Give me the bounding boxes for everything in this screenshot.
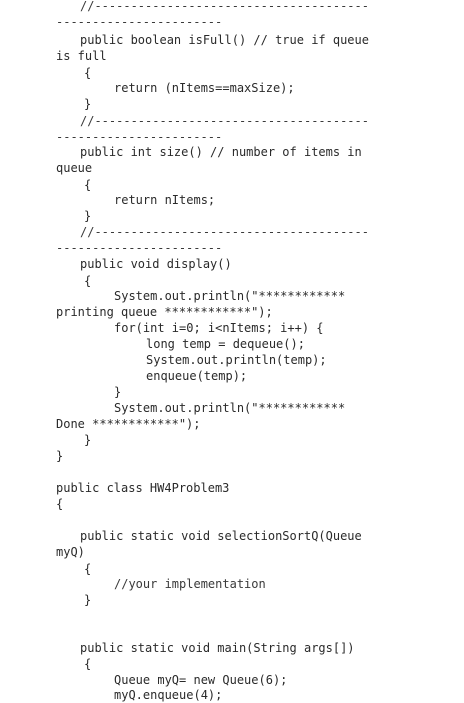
selectionsort-signature: public static void selectionSortQ(Queue xyxy=(80,529,362,543)
selectionsort-open-brace: { xyxy=(84,562,92,576)
queue-class-close-brace: } xyxy=(56,449,64,463)
main-signature: public static void main(String args[]) xyxy=(80,641,355,655)
selectionsort-close-brace: } xyxy=(84,593,92,607)
implementation-comment: //your implementation xyxy=(114,577,266,591)
size-signature-wrap: queue xyxy=(56,161,93,175)
size-close-brace: } xyxy=(84,209,92,223)
display-print-temp: System.out.println(temp); xyxy=(146,353,327,367)
separator-comment: //-------------------------------------- xyxy=(80,114,369,128)
isfull-open-brace: { xyxy=(84,66,92,80)
isfull-signature-wrap: is full xyxy=(56,49,107,63)
size-return: return nItems; xyxy=(114,193,216,207)
display-signature: public void display() xyxy=(80,257,232,271)
main-open-brace: { xyxy=(84,657,92,671)
display-open-brace: { xyxy=(84,274,92,288)
hw4-class-declaration: public class HW4Problem3 xyxy=(56,481,230,495)
main-enqueue-call: myQ.enqueue(4); xyxy=(114,688,223,702)
display-enqueue: enqueue(temp); xyxy=(146,369,248,383)
separator-comment: //-------------------------------------- xyxy=(80,225,369,239)
size-signature: public int size() // number of items in xyxy=(80,145,362,159)
hw4-open-brace: { xyxy=(56,497,64,511)
display-dequeue: long temp = dequeue(); xyxy=(146,337,305,351)
separator-continuation: ----------------------- xyxy=(56,130,223,144)
display-println-done-start: System.out.println("************ xyxy=(114,401,346,415)
separator-continuation: ----------------------- xyxy=(56,241,223,255)
display-println-wrap: printing queue ************"); xyxy=(56,305,273,319)
separator-continuation: ----------------------- xyxy=(56,15,223,29)
isfull-return: return (nItems==maxSize); xyxy=(114,81,295,95)
isfull-close-brace: } xyxy=(84,97,92,111)
display-for-loop: for(int i=0; i<nItems; i++) { xyxy=(114,321,324,335)
separator-comment: //-------------------------------------- xyxy=(80,0,369,13)
isfull-signature: public boolean isFull() // true if queue xyxy=(80,33,369,47)
display-close-brace: } xyxy=(84,433,92,447)
size-open-brace: { xyxy=(84,178,92,192)
selectionsort-signature-wrap: myQ) xyxy=(56,545,85,559)
display-for-close: } xyxy=(114,385,122,399)
display-println-done-wrap: Done ************"); xyxy=(56,417,201,431)
display-println-start: System.out.println("************ xyxy=(114,289,346,303)
main-queue-construct: Queue myQ= new Queue(6); xyxy=(114,673,288,687)
